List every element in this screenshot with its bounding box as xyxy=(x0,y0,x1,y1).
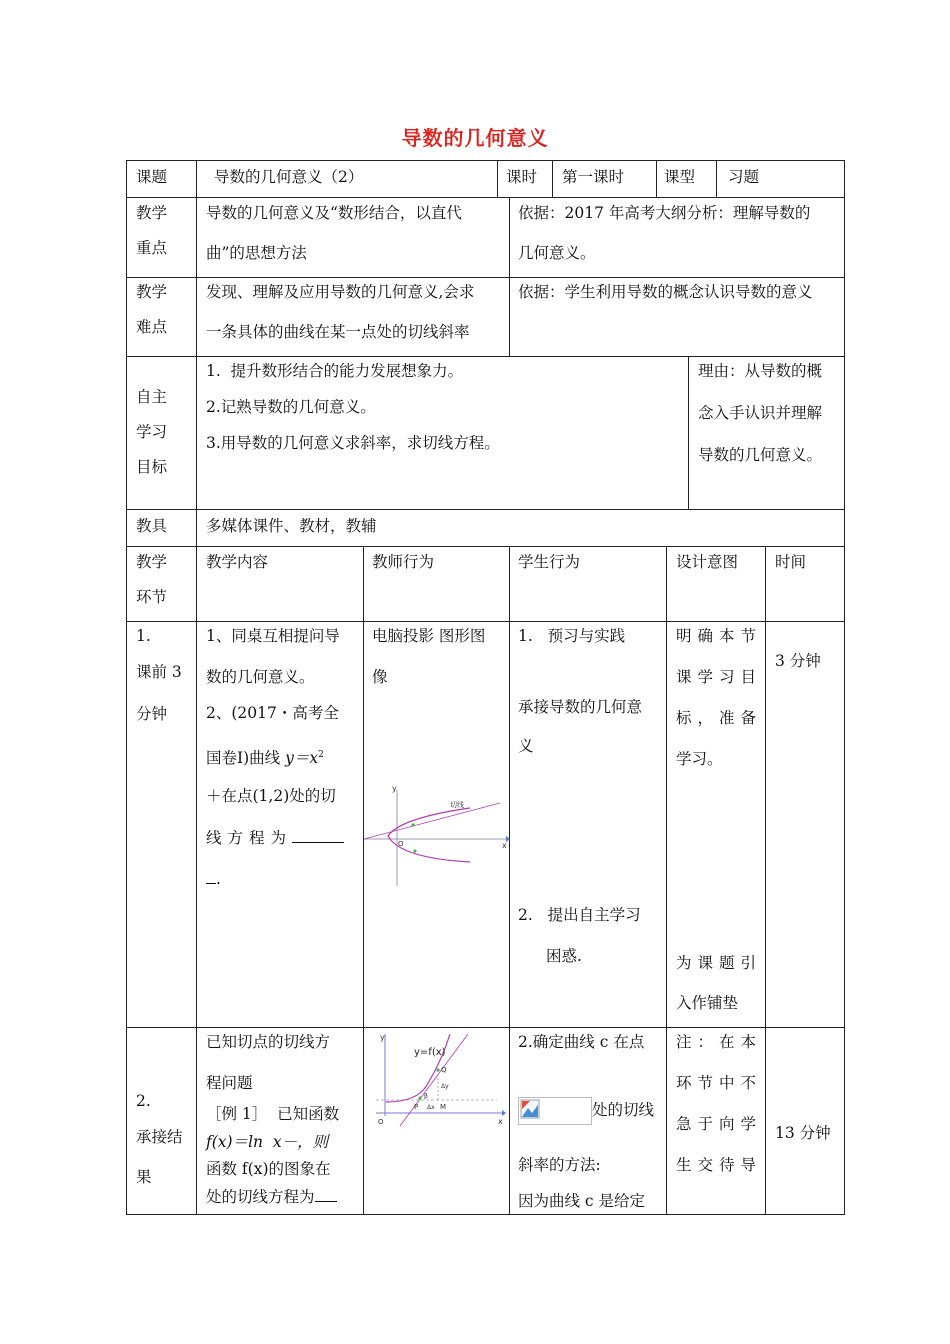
graph1-y-label: y xyxy=(392,784,397,793)
period-value: 第一课时 xyxy=(562,168,625,186)
row2-stage-1: 2. xyxy=(136,1092,151,1110)
col-time: 时间 xyxy=(775,553,807,571)
tangent-diagram-1 xyxy=(360,778,510,890)
row1-teacher-2: 像 xyxy=(372,668,388,686)
row1-student-4: 2. 提出自主学习 xyxy=(518,906,641,924)
difficulty-content-2: 一条具体的曲线在某一点处的切线斜率 xyxy=(206,323,470,341)
row1-stage-1: 1. xyxy=(136,627,151,645)
lesson-value: 导数的几何意义（2） xyxy=(214,168,364,186)
row1-student-2: 承接导数的几何意 xyxy=(518,698,643,716)
key-points-basis-2: 几何意义。 xyxy=(518,244,596,262)
tangent-diagram-2 xyxy=(372,1030,507,1130)
type-value: 习题 xyxy=(728,168,760,186)
graph2-dy-label: Δy xyxy=(441,1083,449,1090)
row1-design-4: 学习。 xyxy=(676,750,723,768)
key-points-label-2: 重点 xyxy=(136,239,168,257)
row1-design-6: 入作铺垫 xyxy=(676,994,739,1012)
row2-content-6-line xyxy=(206,1180,337,1215)
row1-content-7-line xyxy=(206,862,221,897)
col-stage-1: 教学 xyxy=(136,553,168,571)
row2-design-2: 环节中不 xyxy=(676,1074,763,1092)
goals-item-2: 2.记熟导数的几何意义。 xyxy=(206,398,376,416)
row2-content-4: f(x)＝ln x－，则 xyxy=(206,1133,329,1151)
tools-value: 多媒体课件、教材，教辅 xyxy=(206,517,377,535)
row1-content-4 xyxy=(206,738,324,776)
page-title: 导数的几何意义 xyxy=(401,126,549,150)
broken-image-icon xyxy=(518,1097,592,1125)
row1-equation-exponent: 2 xyxy=(318,750,324,760)
row2-design-4: 生交待导 xyxy=(676,1156,763,1174)
key-points-content-2: 曲”的思想方法 xyxy=(206,244,307,262)
row1-student-5: 困惑. xyxy=(546,947,582,965)
row1-design-5: 为课题引 xyxy=(676,954,763,972)
row1-design-3: 标，准备 xyxy=(676,709,763,727)
difficulty-label-2: 难点 xyxy=(136,318,168,336)
row1-time: 3 分钟 xyxy=(775,652,821,670)
col-stage-2: 环节 xyxy=(136,588,168,606)
row1-student-3: 义 xyxy=(518,737,534,755)
answer-blank xyxy=(292,824,344,843)
goals-label-1: 自主 xyxy=(136,388,168,406)
col-student: 学生行为 xyxy=(518,553,581,571)
graph2-x-label: x xyxy=(498,1117,503,1126)
row2-student-2-line xyxy=(518,1093,654,1128)
row1-content-3: 2、(2017・高考全 xyxy=(206,704,339,722)
row2-design-1: 注：在本 xyxy=(676,1033,763,1051)
lesson-label: 课题 xyxy=(136,168,168,186)
row2-content-3: ［例 1］ 已知函数 xyxy=(206,1105,340,1123)
row1-content-1: 1、同桌互相提问导 xyxy=(206,627,340,645)
row1-student-1: 1. 预习与实践 xyxy=(518,627,626,645)
graph1-origin-label: O xyxy=(398,840,404,848)
row2-content-1: 已知切点的切线方 xyxy=(206,1033,331,1051)
graph2-dx-label: Δx xyxy=(427,1104,435,1111)
row2-time: 13 分钟 xyxy=(775,1124,831,1142)
row1-design-1: 明确本节 xyxy=(676,627,763,645)
type-label: 课型 xyxy=(664,168,696,186)
goals-item-1: 1. 提升数形结合的能力发展想象力。 xyxy=(206,362,464,380)
goals-reason-1: 理由：从导数的概 xyxy=(698,362,823,380)
graph2-p-label: P xyxy=(414,1103,419,1111)
graph2-origin-label: O xyxy=(378,1118,384,1126)
row2-content-5: 函数 f(x)的图象在 xyxy=(206,1160,331,1178)
goals-label-3: 目标 xyxy=(136,458,168,476)
col-content: 教学内容 xyxy=(206,553,269,571)
row1-content-6-line xyxy=(206,821,344,856)
row1-stage-3: 分钟 xyxy=(136,705,168,723)
graph2-q-label: Q xyxy=(441,1066,447,1074)
row1-content-4-text: 国卷Ⅰ)曲线 xyxy=(206,749,281,768)
difficulty-label-1: 教学 xyxy=(136,283,168,301)
row1-content-7: . xyxy=(216,870,221,888)
goals-reason-3: 导数的几何意义。 xyxy=(698,446,823,464)
row1-content-6: 线方程为 xyxy=(206,829,293,847)
row1-equation: y＝x xyxy=(285,749,319,768)
period-label: 课时 xyxy=(506,168,538,186)
graph2-function-label: y=f(x) xyxy=(414,1047,446,1058)
row2-content-6: 处的切线方程为 xyxy=(206,1188,315,1206)
row1-design-2: 课学习目 xyxy=(676,668,763,686)
col-teacher: 教师行为 xyxy=(372,553,435,571)
key-points-basis-1: 依据：2017 年高考大纲分析：理解导数的 xyxy=(518,204,811,222)
goals-label-2: 学习 xyxy=(136,423,168,441)
key-points-content-1: 导数的几何意义及“数形结合，以直代 xyxy=(206,204,462,222)
row2-student-4: 因为曲线 c 是给定 xyxy=(518,1192,646,1210)
answer-blank-tail xyxy=(206,865,216,884)
row1-content-5: ＋在点(1,2)处的切 xyxy=(206,787,336,805)
row1-content-2: 数的几何意义。 xyxy=(206,668,315,686)
row2-student-1: 2.确定曲线 c 在点 xyxy=(518,1033,645,1051)
row2-stage-3: 果 xyxy=(136,1168,152,1186)
goals-reason-2: 念入手认识并理解 xyxy=(698,404,823,422)
graph2-y-label: y xyxy=(380,1033,385,1042)
col-design: 设计意图 xyxy=(676,553,739,571)
row1-stage-2: 课前 3 xyxy=(136,663,182,681)
graph2-beta-label: β xyxy=(424,1093,428,1100)
row2-student-2: 处的切线 xyxy=(592,1101,655,1119)
row2-content-2: 程问题 xyxy=(206,1074,253,1092)
graph2-m-label: M xyxy=(440,1103,447,1111)
answer-blank xyxy=(315,1183,337,1202)
difficulty-basis-1: 依据：学生利用导数的概念认识导数的意义 xyxy=(518,283,813,301)
row1-teacher-1: 电脑投影 图形图 xyxy=(372,627,486,645)
graph1-tangent-label: 切线 xyxy=(450,801,464,809)
key-points-label-1: 教学 xyxy=(136,204,168,222)
row2-design-3: 急于向学 xyxy=(676,1115,763,1133)
graph1-x-label: x xyxy=(502,841,507,850)
goals-item-3: 3.用导数的几何意义求斜率，求切线方程。 xyxy=(206,434,500,452)
row2-student-3: 斜率的方法: xyxy=(518,1156,601,1174)
difficulty-content-1: 发现、理解及应用导数的几何意义,会求 xyxy=(206,283,475,301)
row2-stage-2: 承接结 xyxy=(136,1128,183,1146)
tools-label: 教具 xyxy=(136,517,168,535)
